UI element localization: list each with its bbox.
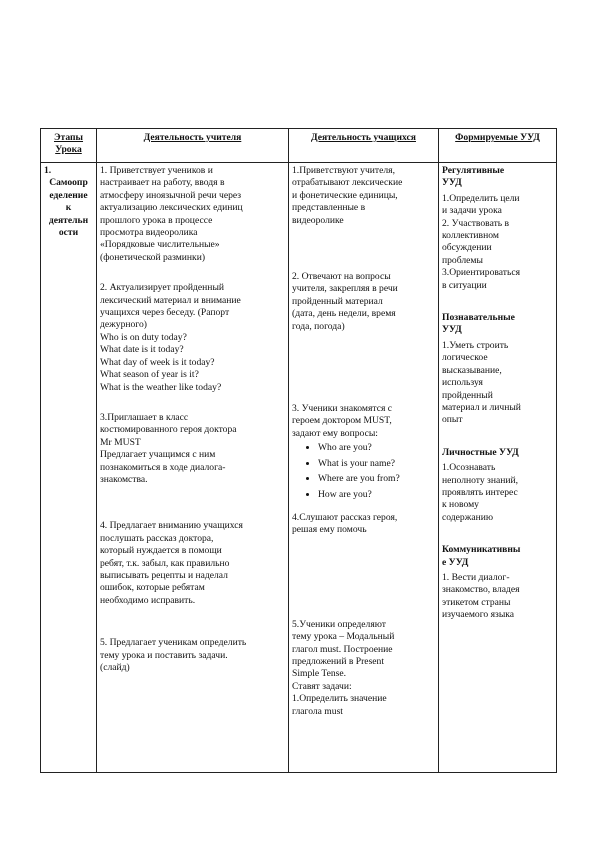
teacher-step-line: выписывать рецепты и наделал — [100, 569, 228, 581]
spacer — [100, 607, 285, 637]
student-step-line: года, погода) — [292, 320, 345, 332]
stage-cell — [41, 163, 97, 773]
teacher-step-line: What day of week is it today? — [100, 356, 215, 368]
teacher-step-4 — [100, 520, 285, 607]
student-step-line: тему урока – Модальный — [292, 631, 395, 643]
uud-group-3 — [442, 447, 553, 524]
teacher-step-line: тему урока и поставить задачи. — [100, 649, 228, 661]
teacher-step-line: 5. Предлагает ученикам определить — [100, 637, 247, 649]
uud-line: логическое — [442, 352, 488, 364]
header-student-activity: Деятельность учащихся — [289, 129, 439, 163]
uud-line: используя — [442, 377, 483, 389]
uud-line: опыт — [442, 414, 463, 426]
student-step-line: пройденный материал — [292, 295, 383, 307]
spacer — [100, 486, 285, 520]
teacher-step-line: 1. Приветствует учеников и — [100, 165, 213, 176]
teacher-step-line: What season of year is it? — [100, 369, 199, 381]
teacher-step-line: прошлого урока в процессе — [100, 214, 213, 226]
teacher-step-3 — [100, 412, 285, 486]
header-uud: Формируемые УУД — [439, 129, 557, 163]
teacher-step-line: актуализацию лексических единиц — [100, 202, 243, 214]
teacher-step-5 — [100, 637, 285, 674]
student-step-line: 2. Отвечают на вопросы — [292, 271, 391, 283]
doctor-questions-list — [292, 442, 435, 501]
uud-line: 2. Участвовать в — [442, 217, 510, 229]
spacer — [442, 292, 553, 312]
list-item: • Who are you? — [318, 442, 435, 454]
student-step-2 — [292, 271, 435, 333]
student-step-line: 4.Слушают рассказ героя, — [292, 511, 398, 523]
stage-line: еделение — [49, 189, 88, 201]
student-step-line: героем доктором MUST, — [292, 415, 392, 427]
student-step-4 — [292, 512, 435, 537]
student-step-line: представленные в — [292, 202, 366, 214]
teacher-step-line: Mr MUST — [100, 436, 141, 448]
student-step-line: Ставят задачи: — [292, 680, 352, 692]
list-item: • What is your name? — [318, 458, 435, 470]
uud-line: пройденный — [442, 389, 493, 401]
stage-line: ости — [58, 227, 79, 239]
spacer — [442, 427, 553, 447]
student-step-line: видеоролике — [292, 214, 344, 226]
uud-line: материал и личный — [442, 401, 521, 413]
uud-line: неполноту знаний, — [442, 474, 519, 486]
uud-group-2 — [442, 312, 553, 427]
uud-group-title: УУД — [442, 177, 462, 189]
uud-line: обсуждении — [442, 242, 492, 254]
uud-line: этикетом страны — [442, 596, 511, 608]
student-step-line: глагол must. Построение — [292, 643, 393, 655]
spacer — [100, 264, 285, 282]
uud-group-title: е УУД — [442, 556, 469, 568]
stage-line: 1. — [44, 165, 52, 176]
uud-line: проблемы — [442, 254, 483, 266]
uud-line: в ситуации — [442, 279, 487, 291]
uud-line: коллективном — [442, 230, 499, 242]
stage-line: Самоопр — [49, 177, 88, 189]
teacher-step-line: What is the weather like today? — [100, 381, 222, 393]
spacer — [100, 394, 285, 412]
uud-line: 1.Осознавать — [442, 462, 496, 474]
student-step-line: отрабатывают лексические — [292, 177, 403, 189]
student-step-5 — [292, 619, 435, 718]
spacer — [292, 504, 435, 512]
teacher-step-line: знакомства. — [100, 473, 148, 485]
teacher-step-line: учащихся через беседу. (Рапорт — [100, 307, 230, 319]
teacher-step-line: костюмированного героя доктора — [100, 424, 237, 436]
teacher-step-line: (фонетической разминки) — [100, 251, 206, 263]
uud-group-title: Личностные УУД — [442, 446, 519, 458]
uud-group-title: Познавательные — [442, 312, 515, 324]
student-step-3 — [292, 403, 435, 501]
stage-line: к — [65, 202, 72, 214]
student-step-line: предложений в Present — [292, 655, 385, 667]
stage-line: деятельн — [48, 214, 89, 226]
spacer — [292, 227, 435, 271]
teacher-step-line: 3.Приглашает в класс — [100, 411, 189, 423]
table-header-row — [41, 129, 557, 163]
teacher-step-line: дежурного) — [100, 319, 147, 331]
uud-group-1 — [442, 165, 553, 292]
teacher-step-line: Предлагает учащимся с ним — [100, 449, 216, 461]
teacher-step-line: 2. Актуализирует пройденный — [100, 282, 225, 294]
student-step-line: Simple Tense. — [292, 668, 347, 680]
teacher-step-2 — [100, 282, 285, 394]
teacher-step-line: лексический материал и внимание — [100, 294, 241, 306]
teacher-step-line: необходимо исправить. — [100, 594, 196, 606]
uud-line: к новому — [442, 499, 479, 511]
student-step-line: 1.Определить значение — [292, 693, 387, 705]
student-step-line: 1.Приветствуют учителя, — [292, 165, 395, 176]
spacer — [292, 333, 435, 403]
uud-line: и задачи урока — [442, 205, 502, 217]
teacher-step-line: Who is on duty today? — [100, 331, 187, 343]
uud-line: 3.Ориентироваться — [442, 267, 521, 279]
uud-group-title: Регулятивные — [442, 165, 505, 176]
teacher-step-line: послушать рассказ доктора, — [100, 532, 214, 544]
uud-line: знакомство, владея — [442, 584, 520, 596]
table-row — [41, 163, 557, 773]
uud-group-4 — [442, 544, 553, 621]
student-step-line: 5.Ученики определяют — [292, 618, 386, 630]
uud-line: 1. Вести диалог- — [442, 571, 510, 583]
uud-line: высказывание, — [442, 364, 502, 376]
teacher-step-line: настраивает на работу, вводя в — [100, 177, 225, 189]
spacer — [292, 537, 435, 619]
uud-line: изучаемого языка — [442, 609, 515, 621]
student-step-line: и фонетические единицы, — [292, 189, 398, 201]
student-step-line: решая ему помочь — [292, 524, 367, 536]
teacher-step-line: познакомиться в ходе диалога- — [100, 461, 226, 473]
teacher-step-line: ошибок, которые ребятам — [100, 582, 205, 594]
spacer — [442, 524, 553, 544]
teacher-step-1 — [100, 165, 285, 264]
teacher-activity-cell — [97, 163, 289, 773]
teacher-step-line: ребят, т.к. забыл, как правильно — [100, 557, 230, 569]
uud-line: 1.Определить цели — [442, 192, 520, 204]
student-step-line: (дата, день недели, время — [292, 308, 396, 320]
teacher-step-line: «Порядковые числительные» — [100, 239, 220, 251]
teacher-step-line: просмотра видеоролика — [100, 227, 198, 239]
student-activity-cell — [289, 163, 439, 773]
header-teacher-activity: Деятельность учителя — [97, 129, 289, 163]
header-stages: Этапы Урока — [41, 129, 97, 163]
uud-line: проявлять интерес — [442, 486, 518, 498]
uud-line: 1.Уметь строить — [442, 339, 509, 351]
list-item: • Where are you from? — [318, 473, 435, 485]
student-step-line: учителя, закрепляя в речи — [292, 283, 398, 295]
uud-cell — [439, 163, 557, 773]
student-step-line: глагола must — [292, 705, 343, 717]
student-step-line: 3. Ученики знакомятся с — [292, 403, 393, 415]
teacher-step-line: который нуждается в помощи — [100, 545, 222, 557]
teacher-step-line: атмосферу иноязычной речи через — [100, 189, 242, 201]
list-item: • How are you? — [318, 489, 435, 501]
teacher-step-line: What date is it today? — [100, 344, 184, 356]
lesson-plan-table — [40, 128, 557, 773]
uud-group-title: УУД — [442, 324, 462, 336]
uud-group-title: Коммуникативны — [442, 544, 521, 556]
student-step-1 — [292, 165, 435, 227]
student-step-line: задают ему вопросы: — [292, 427, 378, 439]
teacher-step-line: 4. Предлагает вниманию учащихся — [100, 520, 243, 532]
teacher-step-line: (слайд) — [100, 662, 130, 673]
uud-line: содержанию — [442, 511, 494, 523]
